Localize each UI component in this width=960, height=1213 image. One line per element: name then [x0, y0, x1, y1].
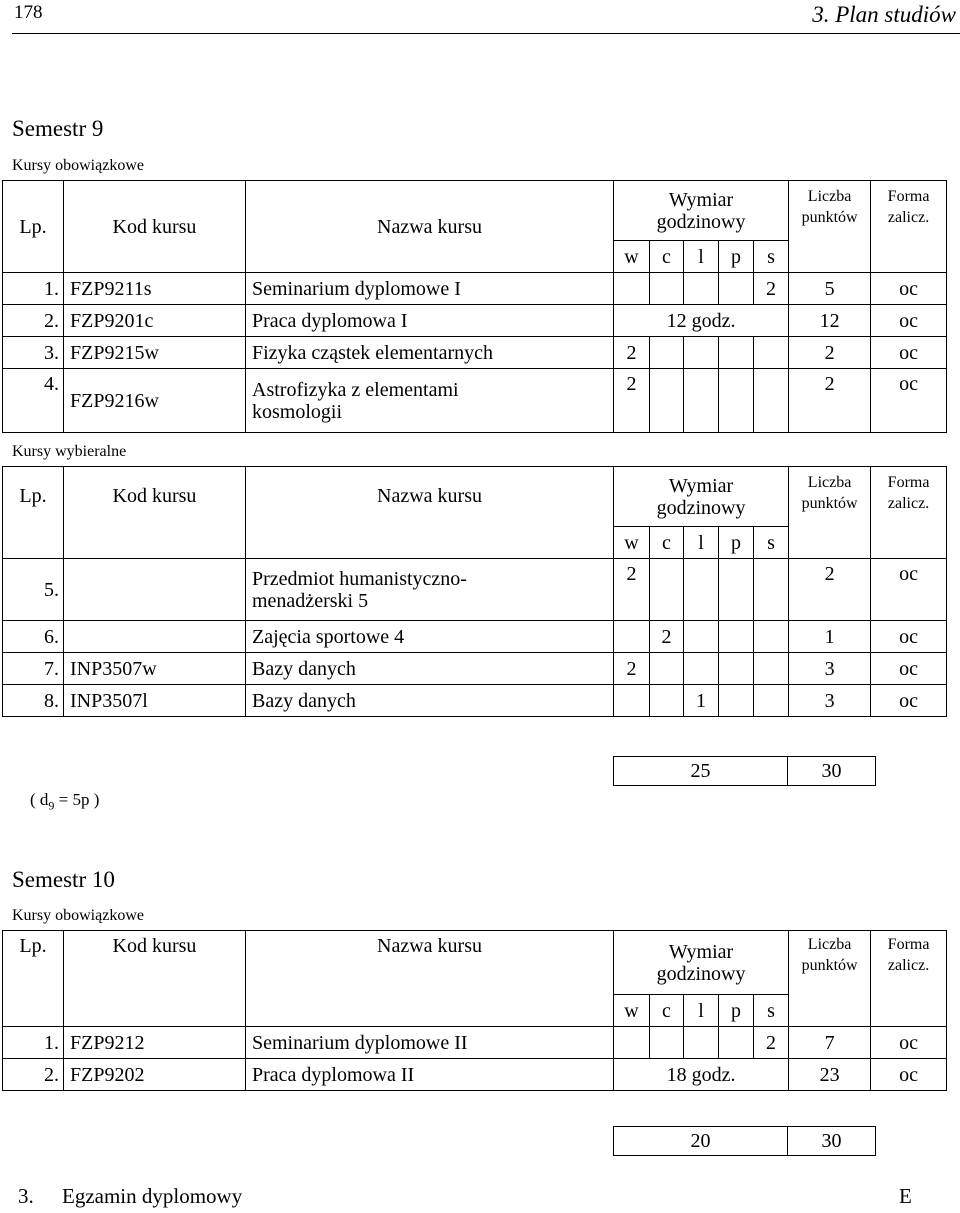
table-row [3, 305, 947, 337]
col-form: Forma zalicz. [871, 181, 947, 273]
col-s: s [754, 527, 789, 559]
cell-form: oc [871, 369, 947, 433]
col-c: c [650, 995, 684, 1027]
cell-p [719, 685, 754, 717]
cell-form: oc [871, 337, 947, 369]
col-points: Liczba punktów [789, 181, 871, 273]
cell-name: Praca dyplomowa I [246, 305, 614, 337]
ects-deficit-suffix: = 5p ) [54, 790, 100, 809]
cell-code [64, 559, 246, 621]
cell-l [684, 559, 719, 621]
cell-l [684, 369, 719, 433]
cell-p [719, 273, 754, 305]
cell-l [684, 337, 719, 369]
summary-points: 30 [788, 757, 876, 786]
cell-s [754, 369, 789, 433]
col-hours: Wymiar godzinowy [614, 467, 789, 527]
cell-c [650, 685, 684, 717]
col-hours: Wymiar godzinowy [614, 181, 789, 241]
cell-c [650, 559, 684, 621]
cell-p [719, 1027, 754, 1059]
col-points: Liczba punktów [789, 931, 871, 1027]
cell-c [650, 653, 684, 685]
cell-l [684, 1027, 719, 1059]
cell-form: oc [871, 273, 947, 305]
cell-lp: 7. [3, 653, 64, 685]
table-row [3, 273, 947, 305]
summary-hours: 20 [614, 1127, 788, 1156]
cell-l [684, 653, 719, 685]
cell-name: Seminarium dyplomowe II [246, 1027, 614, 1059]
cell-points: 2 [789, 369, 871, 433]
exam-form: E [899, 1184, 912, 1208]
cell-name: Praca dyplomowa II [246, 1059, 614, 1091]
cell-points: 2 [789, 559, 871, 621]
col-lp: Lp. [3, 181, 64, 273]
chapter-title: 3. Plan studiów [812, 2, 956, 27]
cell-lp: 3. [3, 337, 64, 369]
cell-s: 2 [754, 1027, 789, 1059]
cell-code [64, 621, 246, 653]
cell-form: oc [871, 1027, 947, 1059]
semester-10-summary [613, 1126, 876, 1156]
col-code: Kod kursu [64, 181, 246, 273]
summary-hours: 25 [614, 757, 788, 786]
cell-name: Fizyka cząstek elementarnych [246, 337, 614, 369]
cell-form: oc [871, 685, 947, 717]
col-name: Nazwa kursu [246, 181, 614, 273]
summary-points: 30 [788, 1127, 876, 1156]
cell-s [754, 337, 789, 369]
cell-s: 2 [754, 273, 789, 305]
ects-deficit-note [30, 790, 99, 813]
cell-form: oc [871, 305, 947, 337]
cell-code: FZP9212 [64, 1027, 246, 1059]
cell-form: oc [871, 559, 947, 621]
table-row [3, 1059, 947, 1091]
cell-c [650, 337, 684, 369]
cell-code: FZP9201c [64, 305, 246, 337]
page-number: 178 [14, 2, 43, 23]
col-lp: Lp. [3, 467, 64, 559]
col-code: Kod kursu [64, 467, 246, 559]
col-w: w [614, 995, 650, 1027]
cell-lp: 2. [3, 1059, 64, 1091]
col-c: c [650, 527, 684, 559]
cell-name: Przedmiot humanistyczno-menadżerski 5 [246, 559, 614, 621]
col-form: Forma zalicz. [871, 931, 947, 1027]
cell-c [650, 1027, 684, 1059]
cell-hours-merged: 18 godz. [614, 1059, 789, 1091]
col-points: Liczba punktów [789, 467, 871, 559]
cell-w: 2 [614, 559, 650, 621]
table-row [3, 685, 947, 717]
cell-form: oc [871, 621, 947, 653]
exam-name: Egzamin dyplomowy [62, 1184, 243, 1208]
table-row [3, 369, 947, 433]
table-header-row [3, 181, 947, 241]
table-header-row [3, 467, 947, 527]
cell-code: INP3507l [64, 685, 246, 717]
ects-deficit-subscript: 9 [48, 798, 55, 813]
exam-lp: 3. [18, 1184, 34, 1208]
col-code: Kod kursu [64, 931, 246, 1027]
cell-code: FZP9211s [64, 273, 246, 305]
cell-l: 1 [684, 685, 719, 717]
col-s: s [754, 995, 789, 1027]
cell-lp: 6. [3, 621, 64, 653]
table-row [3, 621, 947, 653]
cell-p [719, 337, 754, 369]
col-lp: Lp. [3, 931, 64, 1027]
table-row [3, 1027, 947, 1059]
cell-points: 5 [789, 273, 871, 305]
cell-w [614, 273, 650, 305]
cell-points: 7 [789, 1027, 871, 1059]
col-form: Forma zalicz. [871, 467, 947, 559]
cell-name: Astrofizyka z elementami kosmologii [246, 369, 614, 433]
cell-form: oc [871, 653, 947, 685]
cell-lp: 1. [3, 273, 64, 305]
table-header-row [3, 931, 947, 995]
semester-9-elective-label: Kursy wybieralne [12, 443, 127, 460]
semester-10-title: Semestr 10 [12, 867, 115, 892]
cell-l [684, 273, 719, 305]
col-s: s [754, 241, 789, 273]
cell-w: 2 [614, 337, 650, 369]
semester-9-summary [613, 756, 876, 786]
table-row [3, 559, 947, 621]
semester-9-mandatory-label: Kursy obowiązkowe [12, 157, 144, 174]
cell-lp: 4. [3, 369, 64, 433]
col-name: Nazwa kursu [246, 931, 614, 1027]
cell-name: Bazy danych [246, 685, 614, 717]
cell-form: oc [871, 1059, 947, 1091]
cell-p [719, 621, 754, 653]
cell-hours-merged: 12 godz. [614, 305, 789, 337]
cell-l [684, 621, 719, 653]
cell-points: 1 [789, 621, 871, 653]
cell-points: 3 [789, 653, 871, 685]
cell-s [754, 653, 789, 685]
col-p: p [719, 527, 754, 559]
cell-w [614, 621, 650, 653]
col-hours: Wymiar godzinowy [614, 931, 789, 995]
cell-c [650, 273, 684, 305]
cell-p [719, 559, 754, 621]
cell-s [754, 559, 789, 621]
cell-w: 2 [614, 653, 650, 685]
cell-code: INP3507w [64, 653, 246, 685]
semester-9-title: Semestr 9 [12, 116, 104, 141]
cell-w [614, 685, 650, 717]
ects-deficit-prefix: ( d [30, 790, 49, 809]
cell-lp: 1. [3, 1027, 64, 1059]
semester-10-mandatory-label: Kursy obowiązkowe [12, 907, 144, 924]
col-name: Nazwa kursu [246, 467, 614, 559]
cell-p [719, 653, 754, 685]
cell-code: FZP9216w [64, 369, 246, 433]
cell-points: 12 [789, 305, 871, 337]
cell-w: 2 [614, 369, 650, 433]
cell-points: 3 [789, 685, 871, 717]
col-l: l [684, 241, 719, 273]
cell-lp: 8. [3, 685, 64, 717]
col-p: p [719, 995, 754, 1027]
cell-code: FZP9202 [64, 1059, 246, 1091]
semester-10-table [2, 930, 947, 1091]
cell-c [650, 369, 684, 433]
col-p: p [719, 241, 754, 273]
header-rule [12, 33, 960, 34]
cell-points: 23 [789, 1059, 871, 1091]
cell-lp: 5. [3, 559, 64, 621]
col-l: l [684, 995, 719, 1027]
cell-s [754, 685, 789, 717]
table-row [3, 653, 947, 685]
cell-code: FZP9215w [64, 337, 246, 369]
cell-p [719, 369, 754, 433]
cell-name: Zajęcia sportowe 4 [246, 621, 614, 653]
cell-name: Seminarium dyplomowe I [246, 273, 614, 305]
cell-lp: 2. [3, 305, 64, 337]
col-w: w [614, 241, 650, 273]
cell-points: 2 [789, 337, 871, 369]
cell-w [614, 1027, 650, 1059]
col-c: c [650, 241, 684, 273]
semester-9-elective-table [2, 466, 947, 717]
table-row [3, 337, 947, 369]
col-w: w [614, 527, 650, 559]
semester-9-mandatory-table [2, 180, 947, 433]
cell-c: 2 [650, 621, 684, 653]
col-l: l [684, 527, 719, 559]
cell-s [754, 621, 789, 653]
cell-name: Bazy danych [246, 653, 614, 685]
